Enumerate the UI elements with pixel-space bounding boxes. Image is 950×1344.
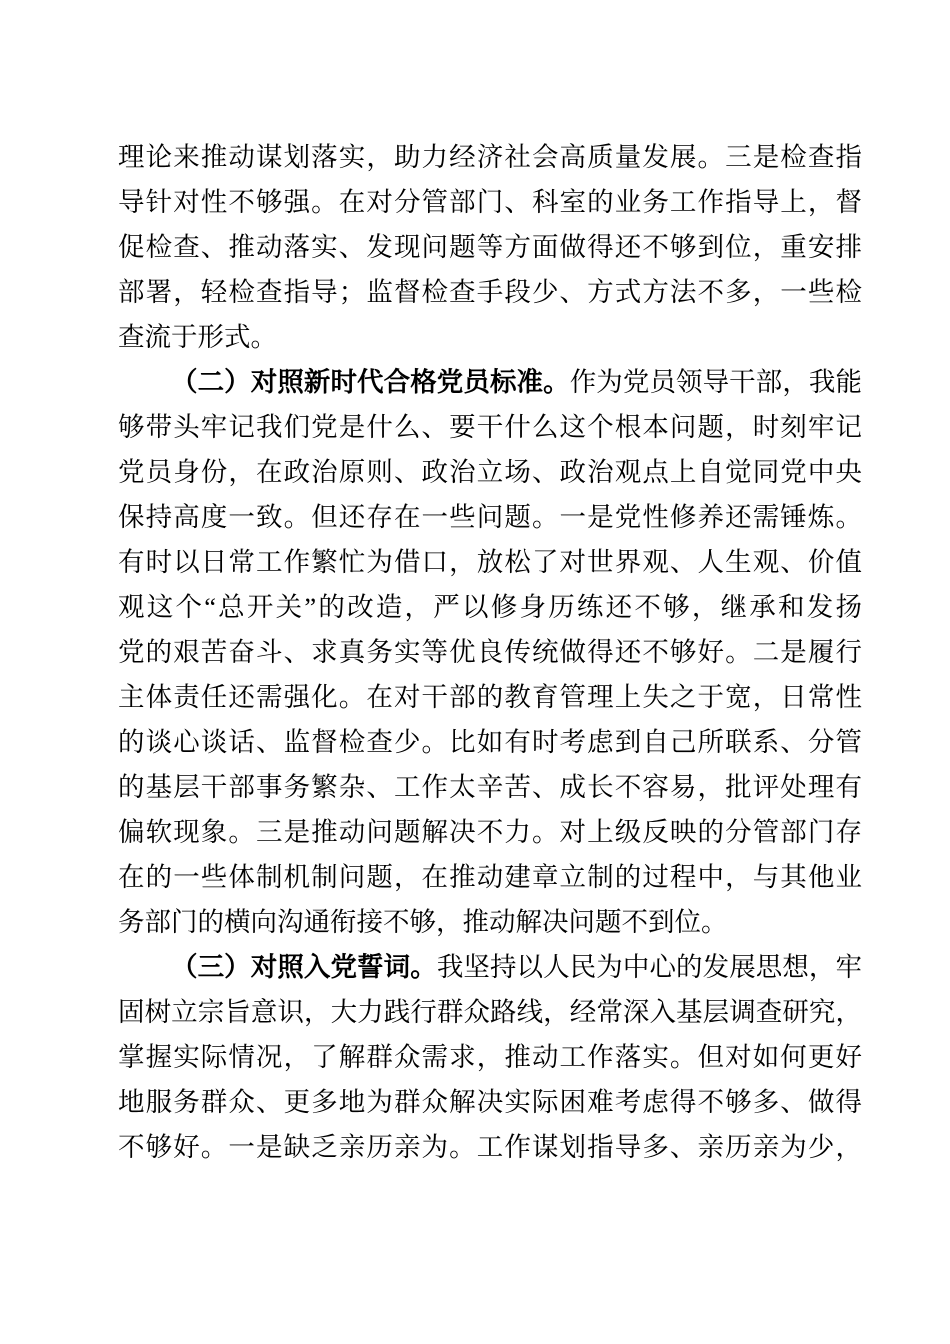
body-text: 促检查、推动落实、发现问题等方面做得还不够到位，重安排 <box>118 232 862 262</box>
text-line <box>118 720 862 765</box>
text-line <box>118 180 862 225</box>
section-heading-text: （二）对照新时代合格党员标准。 <box>171 367 570 397</box>
paragraph <box>118 360 862 945</box>
body-text: 党员身份，在政治原则、政治立场、政治观点上自觉同党中央 <box>118 457 862 487</box>
body-text: 观这个“总开关”的改造，严以修身历练还不够，继承和发扬 <box>118 592 862 622</box>
body-text: 部署，轻检查指导；监督检查手段少、方式方法不多，一些检 <box>118 277 862 307</box>
paragraph <box>118 135 862 360</box>
text-line <box>118 270 862 315</box>
text-line <box>118 1080 862 1125</box>
body-text: 的基层干部事务繁杂、工作太辛苦、成长不容易，批评处理有 <box>118 772 862 802</box>
body-text: 党的艰苦奋斗、求真务实等优良传统做得还不够好。二是履行 <box>118 637 862 667</box>
body-text: 的谈心谈话、监督检查少。比如有时考虑到自己所联系、分管 <box>118 727 862 757</box>
body-text: 我坚持以人民为中心的发展思想，牢 <box>436 952 862 982</box>
text-line <box>118 540 862 585</box>
body-text: 有时以日常工作繁忙为借口，放松了对世界观、人生观、价值 <box>118 547 862 577</box>
text-line <box>118 900 862 945</box>
paragraph <box>118 945 862 1170</box>
body-text: 掌握实际情况，了解群众需求，推动工作落实。但对如何更好 <box>118 1042 862 1072</box>
document-content <box>118 135 862 1170</box>
body-text: 作为党员领导干部，我能 <box>569 367 862 397</box>
text-line <box>118 1035 862 1080</box>
text-line <box>118 360 862 405</box>
body-text: 理论来推动谋划落实，助力经济社会高质量发展。三是检查指 <box>118 142 862 172</box>
body-text: 保持高度一致。但还存在一些问题。一是党性修养还需锤炼。 <box>118 502 862 532</box>
text-line <box>118 945 862 990</box>
body-text: 地服务群众、更多地为群众解决实际困难考虑得不够多、做得 <box>118 1087 862 1117</box>
text-line <box>118 810 862 855</box>
body-text: 务部门的横向沟通衔接不够，推动解决问题不到位。 <box>118 907 728 937</box>
text-line <box>118 630 862 675</box>
body-text: 够带头牢记我们党是什么、要干什么这个根本问题，时刻牢记 <box>118 412 862 442</box>
text-line <box>118 225 862 270</box>
text-line <box>118 585 862 630</box>
text-line <box>118 1125 862 1170</box>
text-line <box>118 315 862 360</box>
body-text: 查流于形式。 <box>118 322 277 352</box>
text-line <box>118 135 862 180</box>
text-line <box>118 495 862 540</box>
text-line <box>118 450 862 495</box>
section-heading-text: （三）对照入党誓词。 <box>171 952 437 982</box>
body-text: 偏软现象。三是推动问题解决不力。对上级反映的分管部门存 <box>118 817 862 847</box>
body-text: 主体责任还需强化。在对干部的教育管理上失之于宽，日常性 <box>118 682 862 712</box>
text-line <box>118 765 862 810</box>
text-line <box>118 990 862 1035</box>
body-text: 在的一些体制机制问题，在推动建章立制的过程中，与其他业 <box>118 862 862 892</box>
body-text: 固树立宗旨意识，大力践行群众路线，经常深入基层调查研究， <box>118 997 862 1027</box>
body-text: 不够好。一是缺乏亲历亲为。工作谋划指导多、亲历亲为少， <box>118 1132 862 1162</box>
body-text: 导针对性不够强。在对分管部门、科室的业务工作指导上，督 <box>118 187 862 217</box>
text-line <box>118 405 862 450</box>
text-line <box>118 855 862 900</box>
text-line <box>118 675 862 720</box>
